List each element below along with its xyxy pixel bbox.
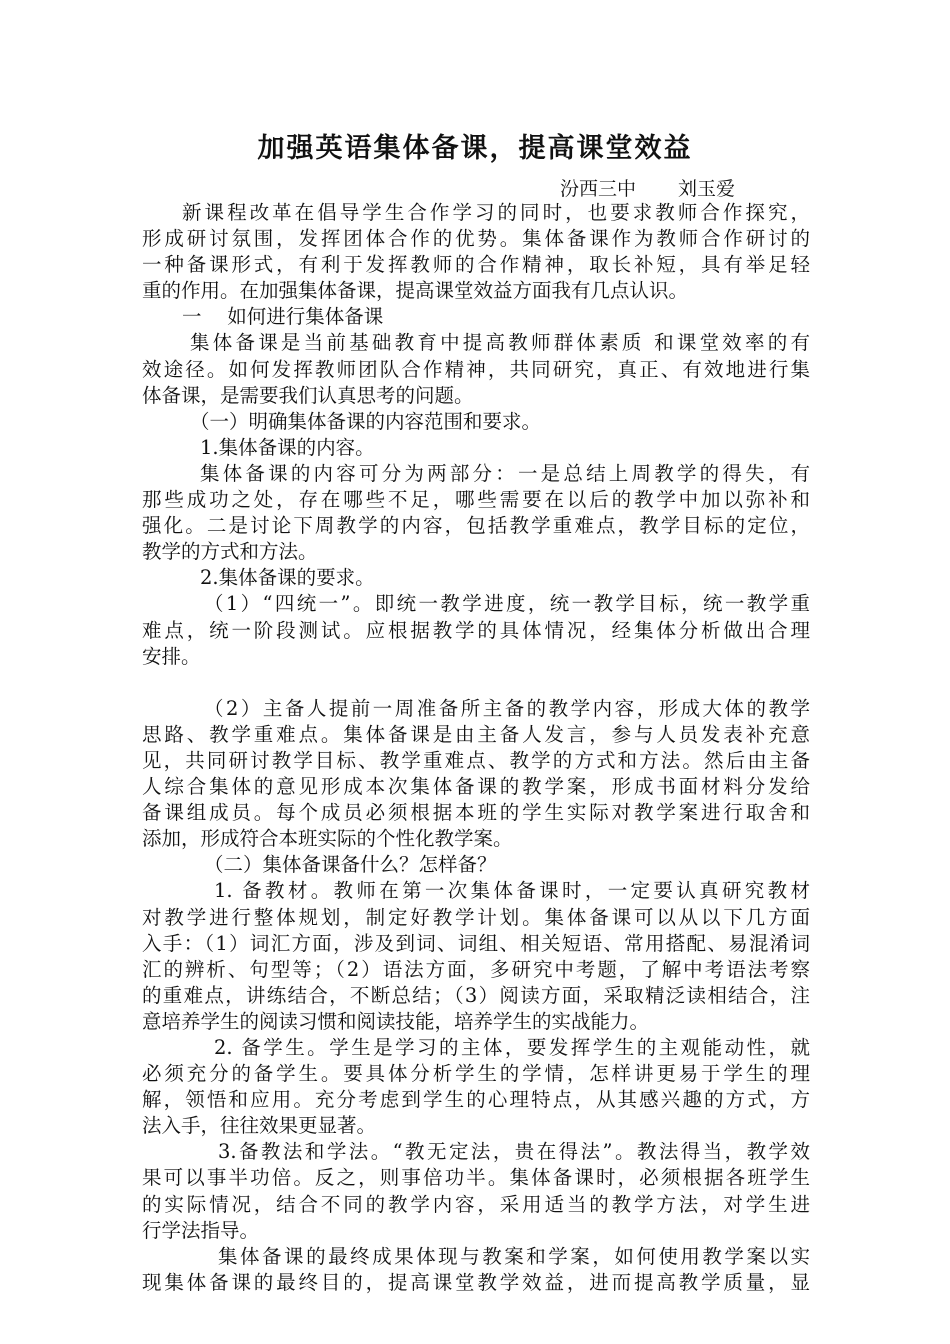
- text-line: 对教学进行整体规划，制定好教学计划。集体备课可以从以下几方面: [142, 905, 810, 929]
- text-line: （1）“四统一”。即统一教学进度，统一教学目标，统一教学重: [204, 592, 810, 616]
- text-line: 1. 备教材。教师在第一次集体备课时，一定要认真研究教材: [214, 879, 810, 903]
- text-line: 那些成功之处，存在哪些不足，哪些需要在以后的教学中加以弥补和: [142, 488, 810, 512]
- text-line: 难点，统一阶段测试。应根据教学的具体情况，经集体分析做出合理: [142, 618, 810, 642]
- text-line: 意培养学生的阅读习惯和阅读技能，培养学生的实战能力。: [142, 1009, 650, 1033]
- text-line: （2）主备人提前一周准备所主备的教学内容，形成大体的教学: [204, 696, 810, 720]
- document-title: 加强英语集体备课，提高课堂效益: [257, 133, 693, 164]
- text-line: 安排。: [142, 644, 201, 668]
- author-school: 汾西三中: [560, 178, 637, 200]
- text-line: 解，领悟和应用。充分考虑到学生的心理特点，从其感兴趣的方式，方: [142, 1088, 810, 1112]
- text-line: 重的作用。在加强集体备课，提高课堂效益方面我有几点认识。: [142, 279, 689, 303]
- text-line: 行学法指导。: [142, 1218, 260, 1242]
- text-line: 见，共同研讨教学目标、教学重难点、教学的方式和方法。然后由主备: [142, 748, 810, 772]
- document-body: [142, 200, 810, 1296]
- text-line: 的重难点，讲练结合，不断总结；（3）阅读方面，采取精泛读相结合，注: [142, 983, 810, 1007]
- text-line: 集体备课的内容可分为两部分：一是总结上周教学的得失，有: [200, 461, 810, 485]
- text-line: 法入手，往往效果更显著。: [142, 1114, 377, 1138]
- text-line: 效途径。如何发挥教师团队合作精神，共同研究，真正、有效地进行集: [142, 357, 810, 381]
- text-line: 集体备课是当前基础教育中提高教师群体素质 和课堂效率的有: [190, 331, 810, 355]
- text-line: 汇的辨析、句型等；（2）语法方面，多研究中考题，了解中考语法考察: [142, 957, 810, 981]
- text-line: 强化。二是讨论下周教学的内容，包括教学重难点，教学目标的定位，: [142, 514, 810, 538]
- text-line: 体备课，是需要我们认真思考的问题。: [142, 383, 474, 407]
- text-line: 教学的方式和方法。: [142, 540, 318, 564]
- blank-line: [142, 670, 810, 696]
- item-heading: 2.集体备课的要求。: [200, 566, 375, 590]
- text-line: 添加，形成符合本班实际的个性化教学案。: [142, 827, 513, 851]
- text-line: 的实际情况，结合不同的教学内容，采用适当的教学方法，对学生进: [142, 1192, 810, 1216]
- text-line: 思路、教学重难点。集体备课是由主备人发言，参与人员发表补充意: [142, 722, 810, 746]
- text-line: 必须充分的备学生。要具体分析学生的学情，怎样讲更易于学生的理: [142, 1062, 810, 1086]
- author-line: [560, 176, 735, 202]
- text-line: 3.备教法和学法。“教无定法，贵在得法”。教法得当，教学效: [218, 1140, 810, 1164]
- text-line: 果可以事半功倍。反之，则事倍功半。集体备课时，必须根据各班学生: [142, 1166, 810, 1190]
- text-line: 入手：（1）词汇方面，涉及到词、词组、相关短语、常用搭配、易混淆词: [142, 931, 810, 955]
- section-heading: 一 如何进行集体备课: [182, 305, 384, 329]
- subsection-heading: （一）明确集体备课的内容范围和要求。: [190, 409, 542, 433]
- text-line: 备课组成员。每个成员必须根据本班的学生实际对教学案进行取舍和: [142, 801, 810, 825]
- text-line: 人综合集体的意见形成本次集体备课的教学案，形成书面材料分发给: [142, 775, 810, 799]
- text-line: 集体备课的最终成果体现与教案和学案，如何使用教学案以实: [218, 1244, 810, 1268]
- text-line: 现集体备课的最终目的，提高课堂教学效益，进而提高教学质量，显: [142, 1270, 810, 1294]
- text-line: 新课程改革在倡导学生合作学习的同时，也要求教师合作探究，: [182, 201, 810, 224]
- item-heading: 1.集体备课的内容。: [200, 435, 375, 459]
- text-line: 2. 备学生。学生是学习的主体，要发挥学生的主观能动性，就: [214, 1036, 810, 1059]
- author-name: 刘玉爱: [678, 178, 736, 200]
- subsection-heading: （二）集体备课备什么？怎样备？: [204, 853, 497, 877]
- text-line: 形成研讨氛围，发挥团体合作的优势。集体备课作为教师合作研讨的: [142, 227, 810, 251]
- text-line: 一种备课形式，有利于发挥教师的合作精神，取长补短，具有举足轻: [142, 253, 810, 277]
